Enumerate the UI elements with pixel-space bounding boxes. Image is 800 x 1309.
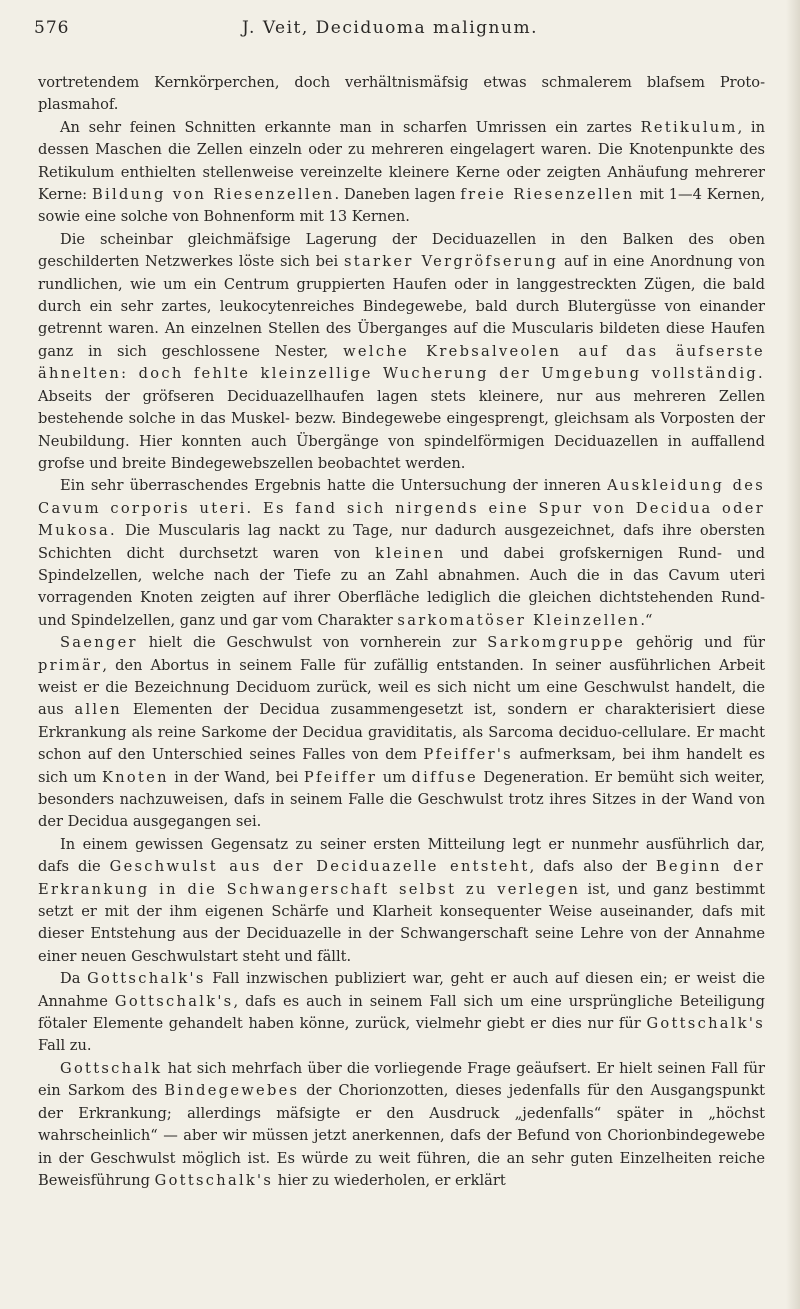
text-run: Fall zu.: [38, 1037, 92, 1055]
paragraph: [38, 834, 765, 968]
spaced-emphasis-text: diffuse: [411, 768, 478, 786]
spaced-emphasis-text: Pfeiffer's: [423, 746, 513, 764]
spaced-emphasis-text: welche Krebsalveolen auf das äufserste ähnelten: doch fehlte kleinzellige Wucherung der Umgebung vollständig.: [38, 342, 765, 383]
spaced-emphasis-text: Sarkomgruppe: [487, 634, 626, 652]
text-run: aufmerksam, bei ihm handelt es sich um: [38, 746, 766, 786]
text-run: , den Abortus in seinem Falle für zufällig entstanden. In seiner ausführlichen Arbeit weist er die Bezeichnung Deciduom zurück, weil es sich nicht um eine Geschwulst handelt, die aus: [38, 656, 765, 719]
spaced-emphasis-text: Gottschalk's: [646, 1015, 765, 1033]
text-run: Elementen der Decidua zusammengesetzt ist, sondern er charakterisiert diese Erkrankung als reine Sarkome der Decidua graviditatis, als Sarcoma deciduo-cellulare. Er macht schon auf den Unterschied seines Falles von dem: [38, 701, 766, 764]
text-run: Degeneration. Er bemüht sich weiter, besonders nachzuweisen, dafs in seinem Falle die Geschwulst trotz ihres Sitzes in der Wand von der Decidua ausgegangen sei.: [38, 768, 765, 831]
text-run: . Daneben lagen: [334, 186, 461, 204]
page-number: 576: [34, 18, 70, 38]
page-edge-shadow: [786, 0, 800, 1309]
text-run: An sehr feinen Schnitten erkannte man in scharfen Umrissen ein zartes: [60, 118, 641, 136]
paragraph: [38, 72, 765, 117]
text-run: Da: [60, 970, 88, 988]
text-run: Ein sehr überraschendes Ergebnis hatte die Untersuchung der inneren: [60, 477, 608, 495]
spaced-emphasis-text: primär: [38, 656, 103, 674]
spaced-emphasis-text: Beginn der Erkrankung in die Schwangerschaft selbst zu verlegen: [38, 858, 766, 898]
paragraph: [38, 968, 765, 1058]
paragraph: [38, 117, 765, 229]
text-run: In einem gewissen Gegensatz zu seiner ersten Mitteilung legt er nunmehr ausführlich dar, dafs die: [38, 835, 765, 876]
spaced-emphasis-text: starker Vergröfserung: [344, 253, 559, 271]
text-run: hielt die Geschwulst von vornherein zur: [137, 634, 488, 652]
text-run: hier zu wiederholen, er erklärt: [273, 1171, 506, 1189]
text-run: Fall inzwischen publiziert war, geht er auch auf diesen ein; er weist die Annahme: [38, 970, 765, 1010]
body-text: [38, 72, 765, 1192]
text-run: hat sich mehrfach über die vorliegende Frage geäufsert. Er hielt seinen Fall für ein Sarkom des: [38, 1059, 765, 1100]
spaced-emphasis-text: Saenger: [60, 634, 138, 652]
paragraph: [38, 632, 765, 834]
text-run: auf in eine Anordnung von rundlichen, wie um ein Centrum gruppierten Haufen oder in langgestreckten Zügen, die bald durch ein sehr zartes, leukocytenreiches Bindegewebe, bald durch Blutergüsse von einander getrennt waren. An einzelnen Stellen des Überganges auf die Muscularis bildeten diese Haufen ganz in sich geschlossene Nester,: [38, 253, 765, 360]
page-header: [30, 14, 750, 40]
text-run: , dafs also der: [529, 858, 656, 876]
running-title: J. Veit, Deciduoma malignum.: [242, 18, 538, 38]
spaced-emphasis-text: freie Riesenzellen: [460, 186, 635, 204]
text-run: , in dessen Maschen die Zellen einzeln oder zu mehreren eingelagert waren. Die Knotenpunkte des Retikulum enthielten stellenweise vereinzelte kleinere Kerne oder zeigten Anhäufung mehrerer Kerne:: [38, 118, 765, 204]
spaced-emphasis-text: Bindegewebes: [164, 1082, 300, 1100]
paragraph: [38, 1058, 765, 1192]
spaced-emphasis-text: kleinen: [375, 544, 446, 562]
text-run: ist, und ganz bestimmt setzt er mit der ihm eigenen Schärfe und Klarheit konsequenter Weise auseinander, dafs mit dieser Entstehung aus der Deciduazelle in der Schwangerschaft seine Lehre von der Annahme einer neuen Geschwulstart steht und fällt.: [38, 880, 765, 965]
spaced-emphasis-text: Gottschalk: [60, 1059, 163, 1077]
paragraph: [38, 475, 765, 632]
spaced-emphasis-text: Gottschalk's: [154, 1171, 274, 1189]
spaced-emphasis-text: allen: [74, 701, 123, 719]
spaced-emphasis-text: Bildung von Riesenzellen: [91, 186, 335, 204]
text-run: vortretendem Kernkörperchen, doch verhältnismäfsig etwas schmalerem blafsem Proto-plasmahof.: [38, 74, 765, 114]
text-run: in der Wand, bei: [168, 768, 304, 786]
paragraph: [38, 229, 765, 475]
text-run: , dafs es auch in seinem Fall sich um eine ursprüngliche Beteiligung fötaler Elemente gehandelt haben könne, zurück, vielmehr giebt er dies nur für: [38, 992, 765, 1033]
text-run: Die Muscularis lag nackt zu Tage, nur dadurch ausgezeichnet, dafs ihre obersten Schichten dicht durchsetzt waren von: [38, 522, 765, 562]
text-run: gehörig und für: [625, 634, 765, 652]
spaced-emphasis-text: Knoten: [102, 768, 169, 786]
spaced-emphasis-text: Pfeiffer: [303, 768, 378, 786]
text-run: Abseits der gröfseren Deciduazellhaufen lagen stets kleinere, nur aus mehreren Zellen bestehende solche in das Muskel- bezw. Bindegewebe eingesprengt, gleichsam als Vorposten der Neubildung. Hier konnten auch Übergänge von spindelförmigen Deciduazellen in auffallend grofse und breite Bindegewebszellen beobachtet werden.: [38, 387, 765, 472]
spaced-emphasis-text: Gottschalk's: [87, 970, 206, 988]
spaced-emphasis-text: Gottschalk's: [114, 992, 234, 1010]
text-run: mit 1—4 Kernen, sowie eine solche von Bohnenform mit 13 Kernen.: [38, 186, 765, 226]
text-run: Die scheinbar gleichmäfsige Lagerung der Deciduazellen in den Balken des oben geschilderten Netzwerkes löste sich bei: [38, 230, 765, 271]
spaced-emphasis-text: Auskleidung des Cavum corporis uteri. Es fand sich nirgends eine Spur von Decidua oder Mukosa.: [38, 477, 765, 540]
spaced-emphasis-text: sarkomatöser Kleinzellen: [397, 611, 641, 629]
spaced-emphasis-text: Retikulum: [640, 118, 738, 136]
text-run: der Chorionzotten, dieses jedenfalls für den Ausgangspunkt der Erkrankung; allerdings mäfsigte er den Ausdruck „jedenfalls“ später in „höchst wahrscheinlich“ — aber wir müssen jetzt anerkennen, dafs der Befund von Chorionbindegewebe in der Geschwulst möglich ist. Es würde zu weit führen, die an sehr guten Einzelheiten reiche Beweisführung: [38, 1082, 765, 1189]
spaced-emphasis-text: Geschwulst aus der Deciduazelle entsteht: [109, 858, 530, 876]
text-run: um: [377, 768, 412, 786]
text-run: und dabei grofskernigen Rund- und Spindelzellen, welche nach der Tiefe zu an Zahl abnahmen. Auch die in das Cavum uteri vorragenden Knoten zeigten auf ihrer Oberfläche lediglich die gleichen dichtstehenden Rund- und Spindelzellen, ganz und gar vom Charakter: [38, 544, 765, 629]
text-run: .“: [640, 611, 653, 629]
